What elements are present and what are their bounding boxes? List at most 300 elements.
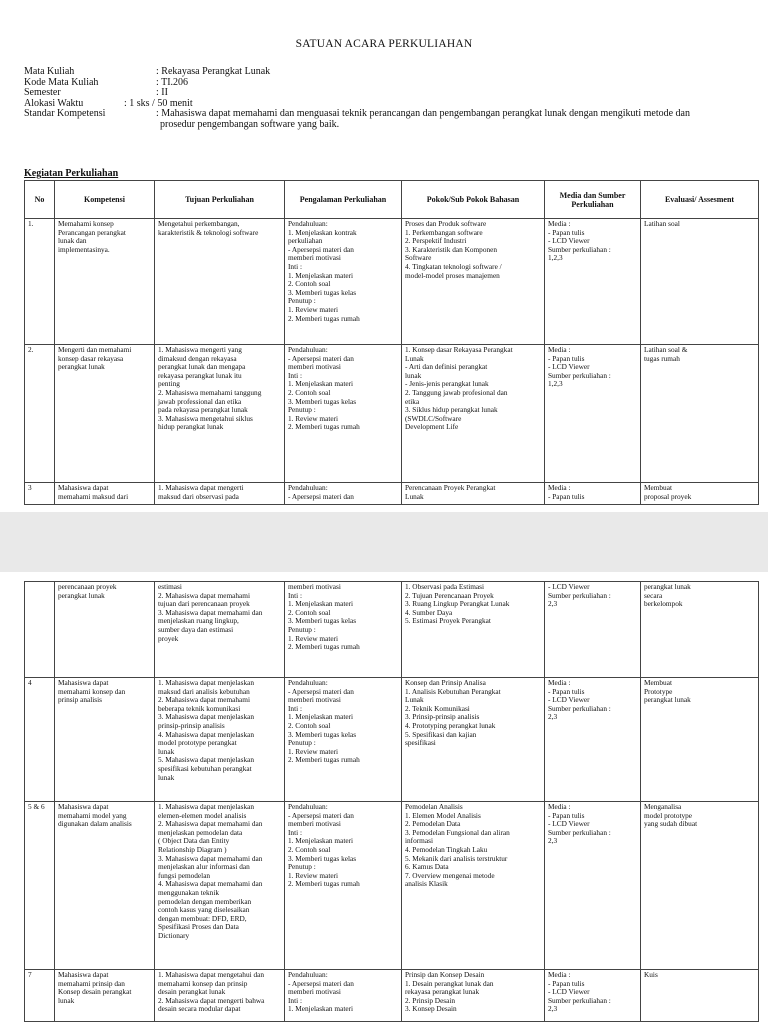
- cell-line: Pendahuluan:: [288, 345, 328, 354]
- cell-line: 1,2,3: [548, 379, 563, 389]
- cell-line: 3. Mahasiswa mengetahui siklus: [158, 413, 253, 423]
- cell-line: 3. Siklus hidup perangkat lunak: [405, 405, 498, 415]
- cell-line: jawab professional dan etika: [158, 396, 242, 406]
- cell-line: Media :: [548, 802, 571, 811]
- cell-pengalaman: [285, 802, 402, 970]
- cell-line: penting: [158, 379, 180, 389]
- table-row: [25, 678, 759, 802]
- cell-line: - Apersepsi materi dan: [288, 244, 354, 254]
- cell-line: - Papan tulis: [548, 978, 585, 988]
- meta-label: Alokasi Waktu: [24, 97, 84, 109]
- cell-evaluasi: [641, 483, 759, 505]
- cell-line: 1. Menjelaskan materi: [288, 379, 354, 389]
- cell-line: implementasinya.: [58, 244, 110, 254]
- cell-no: 2.: [25, 345, 55, 483]
- cell-media: [545, 219, 641, 345]
- cell-evaluasi: [641, 802, 759, 970]
- cell-pokok: [402, 582, 545, 678]
- cell-tujuan: [155, 678, 285, 802]
- cell-line: 4. Sumber Daya: [405, 607, 453, 617]
- table-row: [25, 345, 759, 483]
- activity-table: [24, 180, 759, 505]
- cell-line: Penutup :: [288, 738, 316, 748]
- cell-line: 1. Review materi: [288, 633, 339, 643]
- cell-line: 1. Observasi pada Estimasi: [405, 582, 485, 591]
- cell-line: Lunak: [405, 491, 424, 501]
- cell-line: - Apersepsi materi dan: [288, 686, 354, 696]
- meta-label: Kode Mata Kuliah: [24, 76, 99, 88]
- cell-line: digunakan dalam analisis: [58, 819, 132, 829]
- cell-line: Menganalisa: [644, 802, 682, 811]
- cell-kompetensi: [55, 970, 155, 1022]
- cell-line: 1. Desain perangkat lunak dan: [405, 978, 494, 988]
- column-header: Tujuan Perkuliahan: [155, 181, 285, 219]
- cell-line: menjelaskan alur informasi dan: [158, 862, 250, 872]
- cell-evaluasi: [641, 219, 759, 345]
- cell-line: 1. Menjelaskan materi: [288, 1004, 354, 1014]
- cell-line: Media :: [548, 970, 571, 979]
- cell-line: memberi motivasi: [288, 819, 341, 829]
- cell-line: 1. Review materi: [288, 413, 339, 423]
- cell-line: - Apersepsi materi dan: [288, 810, 354, 820]
- cell-line: (SWDLC/Software: [405, 413, 462, 423]
- cell-line: Sumber perkuliahan :: [548, 703, 611, 713]
- cell-line: Inti :: [288, 827, 302, 837]
- cell-line: contoh kasus yang diselesaikan: [158, 905, 250, 915]
- cell-line: Dictionary: [158, 930, 190, 940]
- cell-line: 1. Menjelaskan materi: [288, 270, 354, 280]
- cell-line: 3. Mahasiswa dapat memahami dan: [158, 607, 263, 617]
- cell-line: Latihan soal: [644, 219, 680, 228]
- cell-line: 1. Review materi: [288, 304, 339, 314]
- cell-media: [545, 345, 641, 483]
- cell-line: Proses dan Produk software: [405, 219, 487, 228]
- cell-line: yang sudah dibuat: [644, 819, 698, 829]
- cell-line: desain perangkat lunak: [158, 987, 226, 997]
- cell-line: 2. Mahasiswa memahami tanggung: [158, 387, 262, 397]
- cell-kompetensi: [55, 219, 155, 345]
- cell-line: 2. Contoh soal: [288, 844, 331, 854]
- cell-line: sumber daya dan estimasi: [158, 624, 234, 634]
- cell-pokok: [402, 970, 545, 1022]
- cell-line: - Papan tulis: [548, 227, 585, 237]
- cell-line: 4. Mahasiswa dapat menjelaskan: [158, 729, 255, 739]
- cell-line: 1. Review materi: [288, 746, 339, 756]
- document-title: SATUAN ACARA PERKULIAHAN: [295, 38, 473, 50]
- cell-line: 3. Karakteristik dan Komponen: [405, 244, 497, 254]
- cell-line: Relationship Diagram ): [158, 844, 227, 854]
- cell-line: Lunak: [405, 353, 424, 363]
- cell-line: 2. Contoh soal: [288, 279, 331, 289]
- cell-pengalaman: [285, 970, 402, 1022]
- cell-line: Penutup :: [288, 862, 316, 872]
- cell-line: - Papan tulis: [548, 810, 585, 820]
- cell-line: Kuis: [644, 970, 658, 979]
- cell-line: Konsep desain perangkat: [58, 987, 132, 997]
- cell-line: - Apersepsi materi dan: [288, 978, 354, 988]
- cell-kompetensi: [55, 678, 155, 802]
- cell-line: Inti :: [288, 590, 302, 600]
- cell-line: model-model proses manajemen: [405, 270, 500, 280]
- cell-line: 2. Prinsip Desain: [405, 995, 456, 1005]
- cell-line: 2. Tujuan Perencanaan Proyek: [405, 590, 494, 600]
- cell-line: 2. Memberi tugas rumah: [288, 313, 360, 323]
- cell-pokok: [402, 483, 545, 505]
- column-header: Pokok/Sub Pokok Bahasan: [402, 181, 545, 219]
- cell-line: 1. Perkembangan software: [405, 227, 483, 237]
- meta-label: Standar Kompetensi: [24, 108, 106, 119]
- cell-line: Prototype: [644, 686, 673, 696]
- cell-line: 3. Memberi tugas kelas: [288, 616, 357, 626]
- cell-line: 2. Memberi tugas rumah: [288, 422, 360, 432]
- cell-no: 1.: [25, 219, 55, 345]
- cell-line: spesifikasi: [405, 738, 436, 748]
- meta-label: Mata Kuliah: [24, 66, 75, 77]
- cell-line: memahami prinsip dan: [58, 978, 125, 988]
- cell-line: 2. Contoh soal: [288, 607, 331, 617]
- cell-line: - Papan tulis: [548, 353, 585, 363]
- cell-line: Sumber perkuliahan :: [548, 995, 611, 1005]
- cell-line: Pendahuluan:: [288, 219, 328, 228]
- cell-line: dengan membuat: DFD, ERD,: [158, 913, 247, 923]
- cell-line: 2. Memberi tugas rumah: [288, 879, 360, 889]
- cell-line: 3. Konsep Desain: [405, 1004, 457, 1014]
- cell-line: 3. Pemodelan Fungsional dan aliran: [405, 827, 510, 837]
- cell-pengalaman: [285, 219, 402, 345]
- cell-pengalaman: [285, 582, 402, 678]
- cell-line: maksud dari observasi pada: [158, 491, 239, 501]
- cell-line: desain secara modular dapat: [158, 1004, 241, 1014]
- cell-line: 2,3: [548, 712, 558, 722]
- cell-line: 4. Prototyping perangkat lunak: [405, 720, 496, 730]
- cell-line: prinsip-prinsip analisis: [158, 720, 225, 730]
- cell-tujuan: [155, 802, 285, 970]
- cell-line: konsep dasar rekayasa: [58, 353, 124, 363]
- cell-line: tujuan dari perencanaan proyek: [158, 599, 250, 609]
- cell-no: 5 & 6: [25, 802, 55, 970]
- cell-pokok: [402, 345, 545, 483]
- cell-line: - LCD Viewer: [548, 236, 590, 246]
- cell-line: rekayasa perangkat lunak: [405, 987, 480, 997]
- cell-line: 5. Spesifikasi dan kajian: [405, 729, 477, 739]
- cell-line: estimasi: [158, 582, 182, 591]
- cell-media: [545, 970, 641, 1022]
- cell-line: 3. Memberi tugas kelas: [288, 853, 357, 863]
- cell-line: 1. Analisis Kebutuhan Perangkat: [405, 686, 501, 696]
- cell-line: 4. Mahasiswa dapat memahami dan: [158, 879, 263, 889]
- cell-line: informasi: [405, 836, 433, 846]
- cell-line: berkelompok: [644, 599, 683, 609]
- document-page-2: [0, 572, 768, 1024]
- cell-media: [545, 802, 641, 970]
- meta-value: : 1 sks / 50 menit: [124, 97, 193, 109]
- cell-line: Pendahuluan:: [288, 678, 328, 687]
- cell-line: Mengerti dan memahami: [58, 345, 132, 354]
- cell-line: 2. Contoh soal: [288, 720, 331, 730]
- cell-line: 1. Review materi: [288, 870, 339, 880]
- cell-line: memahami maksud dari: [58, 491, 129, 501]
- cell-evaluasi: [641, 970, 759, 1022]
- cell-line: Pendahuluan:: [288, 802, 328, 811]
- cell-line: 1. Mahasiswa dapat mengerti: [158, 483, 244, 492]
- cell-line: karakteristik & teknologi software: [158, 227, 259, 237]
- cell-line: pemodelan dengan memberikan: [158, 896, 252, 906]
- cell-line: Mahasiswa dapat: [58, 678, 109, 687]
- cell-line: Penutup :: [288, 405, 316, 415]
- column-header: No: [25, 181, 55, 219]
- cell-no: 4: [25, 678, 55, 802]
- cell-pokok: [402, 802, 545, 970]
- cell-line: Pemodelan Analisis: [405, 802, 463, 811]
- cell-line: Penutup :: [288, 296, 316, 306]
- meta-label: Semester: [24, 87, 61, 98]
- cell-line: 2. Mahasiswa dapat memahami: [158, 695, 250, 705]
- meta-value: : Rekayasa Perangkat Lunak: [156, 66, 271, 77]
- cell-line: 2. Perspektif Industri: [405, 236, 467, 246]
- cell-pokok: [402, 219, 545, 345]
- cell-line: 3. Mahasiswa dapat menjelaskan: [158, 712, 255, 722]
- cell-line: 3. Prinsip-prinsip analisis: [405, 712, 480, 722]
- cell-no: 3: [25, 483, 55, 505]
- cell-line: analisis Klasik: [405, 879, 448, 889]
- cell-line: pada rekayasa perangkat lunak: [158, 405, 248, 415]
- table-row: [25, 970, 759, 1022]
- cell-line: Lunak: [405, 695, 424, 705]
- cell-line: Mahasiswa dapat: [58, 970, 109, 979]
- cell-line: memberi motivasi: [288, 582, 341, 591]
- cell-line: 2,3: [548, 1004, 558, 1014]
- cell-line: maksud dari analisis kebutuhan: [158, 686, 250, 696]
- cell-line: Perancangan perangkat: [58, 227, 126, 237]
- cell-pengalaman: [285, 483, 402, 505]
- cell-no: [25, 582, 55, 678]
- cell-line: perangkat lunak: [58, 590, 105, 600]
- cell-line: 1. Mahasiswa dapat menjelaskan: [158, 678, 255, 687]
- cell-line: memberi motivasi: [288, 253, 341, 263]
- cell-pokok: [402, 678, 545, 802]
- cell-evaluasi: [641, 582, 759, 678]
- section-title: Kegiatan Perkuliahan: [24, 168, 119, 179]
- course-info: [24, 67, 764, 147]
- cell-line: 2,3: [548, 599, 558, 609]
- cell-line: Pendahuluan:: [288, 970, 328, 979]
- cell-evaluasi: [641, 678, 759, 802]
- cell-line: 2. Pemodelan Data: [405, 819, 461, 829]
- cell-line: lunak: [158, 746, 175, 756]
- cell-line: rekayasa perangkat lunak itu: [158, 370, 242, 380]
- cell-line: Spesifikasi Proses dan Data: [158, 922, 239, 932]
- cell-line: Latihan soal &: [644, 345, 688, 354]
- cell-line: 5. Estimasi Proyek Perangkat: [405, 616, 491, 626]
- cell-line: 4. Pemodelan Tingkah Laku: [405, 844, 488, 854]
- cell-line: memberi motivasi: [288, 987, 341, 997]
- cell-line: memahami konsep dan: [58, 686, 126, 696]
- cell-line: Mengetahui perkembangan,: [158, 219, 240, 228]
- cell-line: 1. Mahasiswa dapat mengetahui dan: [158, 970, 264, 979]
- cell-line: Development Life: [405, 422, 459, 432]
- cell-media: [545, 483, 641, 505]
- cell-line: 1. Menjelaskan materi: [288, 599, 354, 609]
- cell-line: proyek: [158, 633, 179, 643]
- cell-line: Sumber perkuliahan :: [548, 370, 611, 380]
- cell-line: perangkat lunak: [58, 362, 105, 372]
- cell-line: 3. Memberi tugas kelas: [288, 729, 357, 739]
- cell-tujuan: [155, 483, 285, 505]
- cell-line: Membuat: [644, 678, 672, 687]
- cell-media: [545, 678, 641, 802]
- cell-line: Media :: [548, 678, 571, 687]
- cell-line: - LCD Viewer: [548, 695, 590, 705]
- cell-kompetensi: [55, 802, 155, 970]
- cell-line: menjelaskan pemodelan data: [158, 827, 243, 837]
- cell-evaluasi: [641, 345, 759, 483]
- cell-line: 2. Mahasiswa dapat memahami: [158, 590, 250, 600]
- cell-tujuan: [155, 582, 285, 678]
- cell-kompetensi: [55, 483, 155, 505]
- cell-line: memahami model yang: [58, 810, 127, 820]
- cell-line: 1. Mahasiswa mengerti yang: [158, 345, 242, 354]
- cell-pengalaman: [285, 345, 402, 483]
- cell-kompetensi: [55, 582, 155, 678]
- cell-line: Media :: [548, 219, 571, 228]
- cell-line: - LCD Viewer: [548, 582, 590, 591]
- cell-line: 5. Mekanik dari analisis terstruktur: [405, 853, 508, 863]
- cell-media: [545, 582, 641, 678]
- cell-line: 1. Menjelaskan materi: [288, 712, 354, 722]
- cell-line: 2. Contoh soal: [288, 387, 331, 397]
- meta-value: : Mahasiswa dapat memahami dan menguasai teknik perancangan dan pengembangan perangkat lunak dengan mengikuti metode dan: [156, 108, 690, 119]
- cell-line: prinsip analisis: [58, 695, 102, 705]
- cell-line: - Apersepsi materi dan: [288, 491, 354, 501]
- cell-kompetensi: [55, 345, 155, 483]
- cell-line: 1. Konsep dasar Rekayasa Perangkat: [405, 345, 513, 354]
- cell-pengalaman: [285, 678, 402, 802]
- cell-line: perencanaan proyek: [58, 582, 117, 591]
- activity-table-continued: [24, 581, 759, 1022]
- meta-value-continued: prosedur pengembangan software yang baik.: [160, 118, 340, 130]
- cell-line: Media :: [548, 345, 571, 354]
- cell-line: menjelaskan ruang lingkup,: [158, 616, 239, 626]
- cell-line: secara: [644, 590, 663, 600]
- cell-tujuan: [155, 970, 285, 1022]
- cell-line: 2. Teknik Komunikasi: [405, 703, 470, 713]
- cell-line: spesifikasi kebutuhan perangkat: [158, 763, 252, 773]
- cell-line: proposal proyek: [644, 491, 692, 501]
- meta-value: : TI.206: [156, 76, 189, 88]
- cell-line: menggunakan teknik: [158, 887, 219, 897]
- cell-line: 1. Menjelaskan kontrak: [288, 227, 357, 237]
- cell-line: fungsi pemodelan: [158, 870, 211, 880]
- cell-line: elemen-elemen model analisis: [158, 810, 247, 820]
- cell-line: perangkat lunak dan mengapa: [158, 362, 246, 372]
- cell-line: Membuat: [644, 483, 672, 492]
- cell-tujuan: [155, 345, 285, 483]
- cell-line: Konsep dan Prinsip Analisa: [405, 678, 486, 687]
- cell-line: 5. Mahasiswa dapat menjelaskan: [158, 755, 255, 765]
- cell-line: 2. Mahasiswa dapat memahami dan: [158, 819, 263, 829]
- cell-line: ( Object Data dan Entity: [158, 836, 230, 846]
- cell-line: 2. Memberi tugas rumah: [288, 755, 360, 765]
- cell-line: Penutup :: [288, 624, 316, 634]
- cell-line: Mahasiswa dapat: [58, 802, 109, 811]
- cell-line: - Arti dan definisi perangkat: [405, 362, 488, 372]
- cell-line: 3. Mahasiswa dapat memahami dan: [158, 853, 263, 863]
- cell-line: 1. Menjelaskan materi: [288, 836, 354, 846]
- cell-line: Inti :: [288, 370, 302, 380]
- cell-line: 2,3: [548, 836, 558, 846]
- cell-line: - Apersepsi materi dan: [288, 353, 354, 363]
- cell-line: Perencanaan Proyek Perangkat: [405, 483, 496, 492]
- cell-line: - Papan tulis: [548, 491, 585, 501]
- cell-line: Sumber perkuliahan :: [548, 244, 611, 254]
- cell-line: 6. Kamus Data: [405, 862, 449, 872]
- cell-line: Media :: [548, 483, 571, 492]
- cell-line: Pendahuluan:: [288, 483, 328, 492]
- cell-line: Prinsip dan Konsep Desain: [405, 970, 485, 979]
- cell-line: perangkat lunak: [644, 695, 691, 705]
- table-row: [25, 582, 759, 678]
- cell-line: 3. Memberi tugas kelas: [288, 396, 357, 406]
- cell-line: - LCD Viewer: [548, 987, 590, 997]
- cell-line: lunak: [58, 995, 75, 1005]
- table-header-row: [25, 181, 759, 219]
- cell-line: 4. Tingkatan teknologi software /: [405, 261, 502, 271]
- cell-line: Sumber perkuliahan :: [548, 827, 611, 837]
- cell-no: 7: [25, 970, 55, 1022]
- meta-value: : II: [156, 87, 168, 98]
- cell-line: perkuliahan: [288, 236, 323, 246]
- cell-line: 2. Tanggung jawab profesional dan: [405, 387, 508, 397]
- cell-line: lunak dan: [58, 236, 87, 246]
- cell-line: - LCD Viewer: [548, 362, 590, 372]
- cell-line: model prototype: [644, 810, 693, 820]
- column-header: Evaluasi/ Assesment: [641, 181, 759, 219]
- table-row: [25, 219, 759, 345]
- column-header: Pengalaman Perkuliahan: [285, 181, 402, 219]
- cell-tujuan: [155, 219, 285, 345]
- cell-line: lunak: [405, 370, 422, 380]
- cell-line: hidup perangkat lunak: [158, 422, 224, 432]
- cell-line: model prototype perangkat: [158, 738, 237, 748]
- cell-line: lunak: [158, 772, 175, 782]
- column-header: Media dan Sumber Perkuliahan: [545, 181, 641, 219]
- cell-line: Software: [405, 253, 432, 263]
- cell-line: Sumber perkuliahan :: [548, 590, 611, 600]
- cell-line: 3. Memberi tugas kelas: [288, 287, 357, 297]
- cell-line: perangkat lunak: [644, 582, 691, 591]
- cell-line: Inti :: [288, 995, 302, 1005]
- cell-line: 2. Mahasiswa dapat mengerti bahwa: [158, 995, 265, 1005]
- cell-line: - Jenis-jenis perangkat lunak: [405, 379, 489, 389]
- cell-line: memberi motivasi: [288, 362, 341, 372]
- cell-line: Inti :: [288, 261, 302, 271]
- cell-line: 1. Mahasiswa dapat menjelaskan: [158, 802, 255, 811]
- cell-line: dimaksud dengan rekayasa: [158, 353, 237, 363]
- cell-line: Memahami konsep: [58, 219, 114, 228]
- cell-line: tugas rumah: [644, 353, 680, 363]
- cell-line: 3. Ruang Lingkup Perangkat Lunak: [405, 599, 510, 609]
- table-row: [25, 802, 759, 970]
- table-row: [25, 483, 759, 505]
- cell-line: 7. Overview mengenai metode: [405, 870, 495, 880]
- cell-line: memahami konsep dan prinsip: [158, 978, 248, 988]
- cell-line: memberi motivasi: [288, 695, 341, 705]
- cell-line: Mahasiswa dapat: [58, 483, 109, 492]
- column-header: Kompetensi: [55, 181, 155, 219]
- cell-line: 1,2,3: [548, 253, 563, 263]
- cell-line: - Papan tulis: [548, 686, 585, 696]
- cell-line: 2. Memberi tugas rumah: [288, 642, 360, 652]
